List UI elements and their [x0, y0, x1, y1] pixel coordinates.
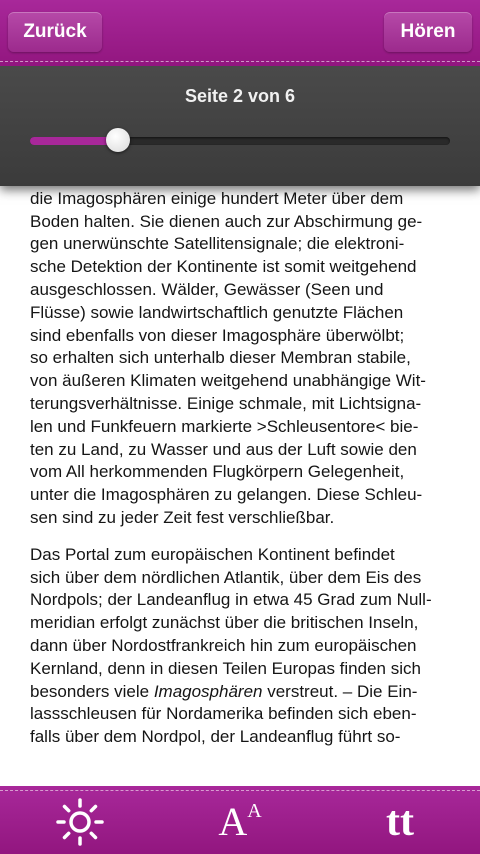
paragraph-text: verstreut. – Die Ein- lassschleusen für Nordamerika befinden sich eben- falls über dem Nordpol, der Landeanflug führt so- [30, 681, 418, 747]
page-slider-track[interactable] [30, 137, 450, 145]
font-face-icon: tt [386, 799, 414, 845]
emphasized-text: Imagosphären [153, 681, 263, 701]
paragraph-text: Das Portal zum europäischen Kontinent befindet sich über dem nördlichen Atlantik, über dem Eis des Nordpols; der Landeanflug in etwa 45 Grad zum Null- meridian erfolgt zunächst über die britischen Inseln, dann über Nordostfrankreich hin zum europäischen Kernland, denn in diesen Teilen Europas finden sich besonders viele [30, 544, 432, 701]
paragraph [30, 544, 456, 749]
page-slider-panel [0, 66, 480, 186]
page-indicator: Seite 2 von 6 [184, 86, 296, 106]
page-slider-fill [30, 137, 118, 145]
bottom-toolbar [0, 786, 480, 854]
sun-icon [55, 797, 105, 847]
font-size-glyph: A [218, 799, 248, 844]
font-size-icon [218, 799, 262, 844]
font-size-button[interactable] [210, 794, 270, 850]
page-slider-thumb[interactable] [106, 128, 130, 152]
back-button[interactable]: Zurück [8, 12, 102, 52]
brightness-button[interactable] [50, 794, 110, 850]
font-size-glyph-small: A [247, 799, 262, 822]
reading-text [30, 165, 456, 775]
paragraph: die Imagosphären einige hundert Meter über dem Boden halten. Sie dienen auch zur Abschirmung ge- gen unerwünschte Satellitensignale; die elektroni- sche Detektion der Kontinente ist somit weitgehend ausgeschlossen. Wälder, Gewässer (Seen und Flüsse) sowie landwirtschaftlich genutzte Flächen sind ebenfalls von dieser Imagosphäre überwölbt; so erhalten sich unterhalb dieser Membran stabile, von äußeren Klimaten weitgehend unabhängige Wit- terungsverhältnisse. Einige schmale, mit Lichtsigna- len und Funkfeuern markierte >Schleusentore< bie- ten zu Land, zu Wasser und aus der Luft sowie den vom All herkommenden Flugkörpern Gelegenheit, unter die Imagosphären zu gelangen. Diese Schleu- sen sind zu jeder Zeit fest verschließbar. [30, 188, 426, 527]
listen-button[interactable]: Hören [384, 12, 472, 52]
top-navigation-bar [0, 0, 480, 66]
font-face-button[interactable] [370, 794, 430, 850]
